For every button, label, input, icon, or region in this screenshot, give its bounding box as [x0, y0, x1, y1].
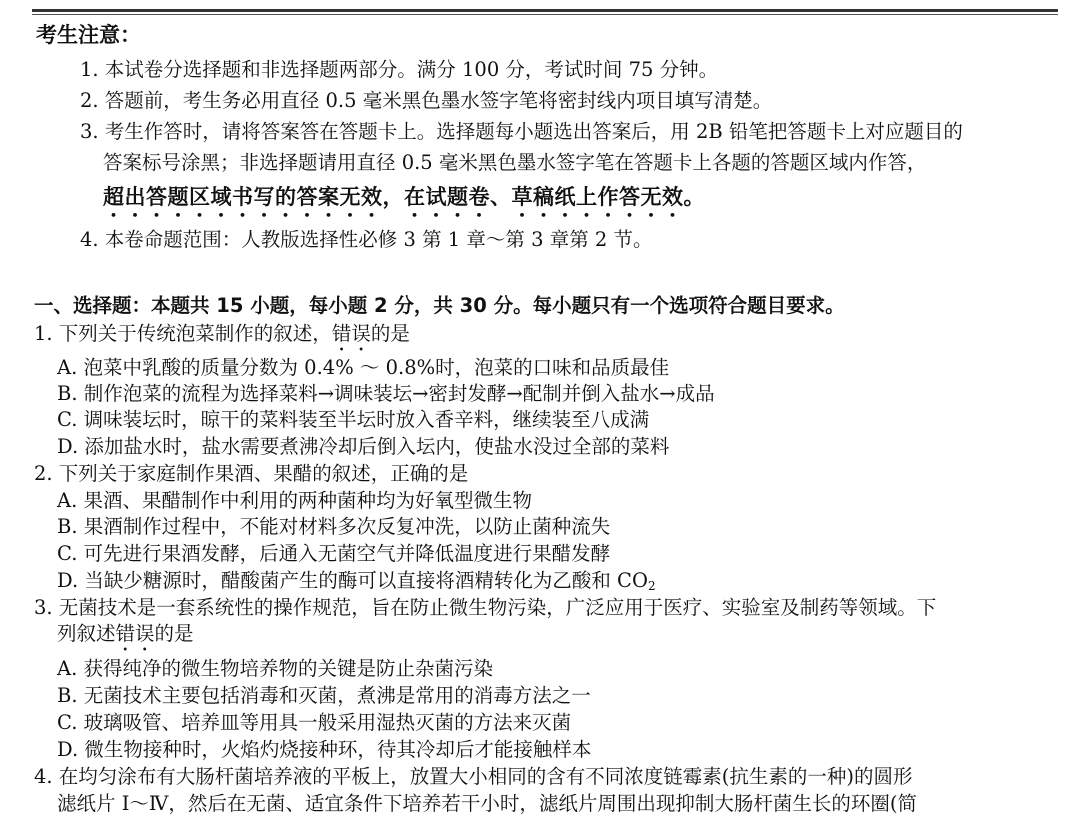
notice-item-4: 4. 本卷命题范围：人教版选择性必修 3 第 1 章～第 3 章第 2 节。 [80, 228, 653, 251]
question-1-stem-end: 的是 [370, 322, 410, 345]
notice-item-3: 3. 考生作答时，请将答案答在答题卡上。选择题每小题选出答案后，用 2B 铅笔把答题卡上对应题目的 [80, 120, 963, 143]
question-4-stem-cont: 滤纸片 Ⅰ～Ⅳ，然后在无菌、适宜条件下培养若干小时，滤纸片周围出现抑制大肠杆菌生长的环圈(简 [57, 792, 917, 815]
header-rule-thin [32, 14, 1058, 15]
question-1-stem-text: 1. 下列关于传统泡菜制作的叙述， [34, 322, 332, 345]
section-title: 一、选择题：本题共 15 小题，每小题 2 分，共 30 分。每小题只有一个选项符合题目要求。 [34, 294, 845, 317]
question-3-stem: 3. 无菌技术是一套系统性的操作规范，旨在防止微生物污染，广泛应用于医疗、实验室及制药等领域。下 [34, 596, 937, 619]
question-2-option-b: B. 果酒制作过程中，不能对材料多次反复冲洗，以防止菌种流失 [57, 515, 611, 538]
question-2-option-a: A. 果酒、果醋制作中利用的两种菌种均为好氧型微生物 [57, 489, 532, 512]
question-1-option-d: D. 添加盐水时，盐水需要煮沸冷却后倒入坛内，使盐水没过全部的菜料 [57, 435, 670, 458]
notice-item-1: 1. 本试卷分选择题和非选择题两部分。满分 100 分，考试时间 75 分钟。 [80, 58, 719, 81]
question-1-emphasis: 错误 [331, 322, 371, 345]
header-rule-thick [32, 9, 1058, 12]
notice-item-2: 2. 答题前，考生务必用直径 0.5 毫米黑色墨水签字笔将密封线内项目填写清楚。 [80, 89, 773, 112]
question-1-option-c: C. 调味装坛时，晾干的菜料装至半坛时放入香辛料，继续装至八成满 [57, 408, 650, 431]
question-3-stem-end: 的是 [154, 622, 194, 645]
question-2-option-d-text: D. 当缺少糖源时，醋酸菌产生的酶可以直接将酒精转化为乙酸和 CO [57, 569, 648, 592]
question-3-option-d: D. 微生物接种时，火焰灼烧接种环，待其冷却后才能接触样本 [57, 738, 592, 761]
question-1-option-a: A. 泡菜中乳酸的质量分数为 0.4% ～ 0.8%时，泡菜的口味和品质最佳 [57, 356, 670, 379]
question-2-option-d [57, 568, 656, 594]
question-4-stem: 4. 在均匀涂布有大肠杆菌培养液的平板上，放置大小相同的含有不同浓度链霉素(抗生素的一种)的圆形 [34, 765, 913, 788]
notice-title: 考生注意： [36, 23, 141, 47]
question-2-option-c: C. 可先进行果酒发酵，后通入无菌空气并降低温度进行果醋发酵 [57, 542, 611, 565]
notice-item-3-cont: 答案标号涂黑；非选择题请用直径 0.5 毫米黑色墨水签字笔在答题卡上各题的答题区域内作答， [103, 151, 927, 174]
notice-emphasis: 超出答题区域书写的答案无效，在试题卷、草稿纸上作答无效。 [103, 185, 705, 209]
question-2-option-d-subscript: 2 [647, 579, 656, 593]
question-1-option-b: B. 制作泡菜的流程为选择菜料→调味装坛→密封发酵→配制并倒入盐水→成品 [57, 382, 715, 405]
question-3-emphasis: 错误 [115, 622, 155, 645]
question-2-stem: 2. 下列关于家庭制作果酒、果醋的叙述，正确的是 [34, 462, 469, 485]
question-3-option-c: C. 玻璃吸管、培养皿等用具一般采用湿热灭菌的方法来灭菌 [57, 711, 572, 734]
question-1-stem [34, 321, 410, 356]
question-3-option-a: A. 获得纯净的微生物培养物的关键是防止杂菌污染 [57, 657, 493, 680]
question-3-stem-cont [57, 621, 194, 656]
question-3-stem-cont-text: 列叙述 [57, 622, 116, 645]
question-3-option-b: B. 无菌技术主要包括消毒和灭菌，煮沸是常用的消毒方法之一 [57, 684, 591, 707]
